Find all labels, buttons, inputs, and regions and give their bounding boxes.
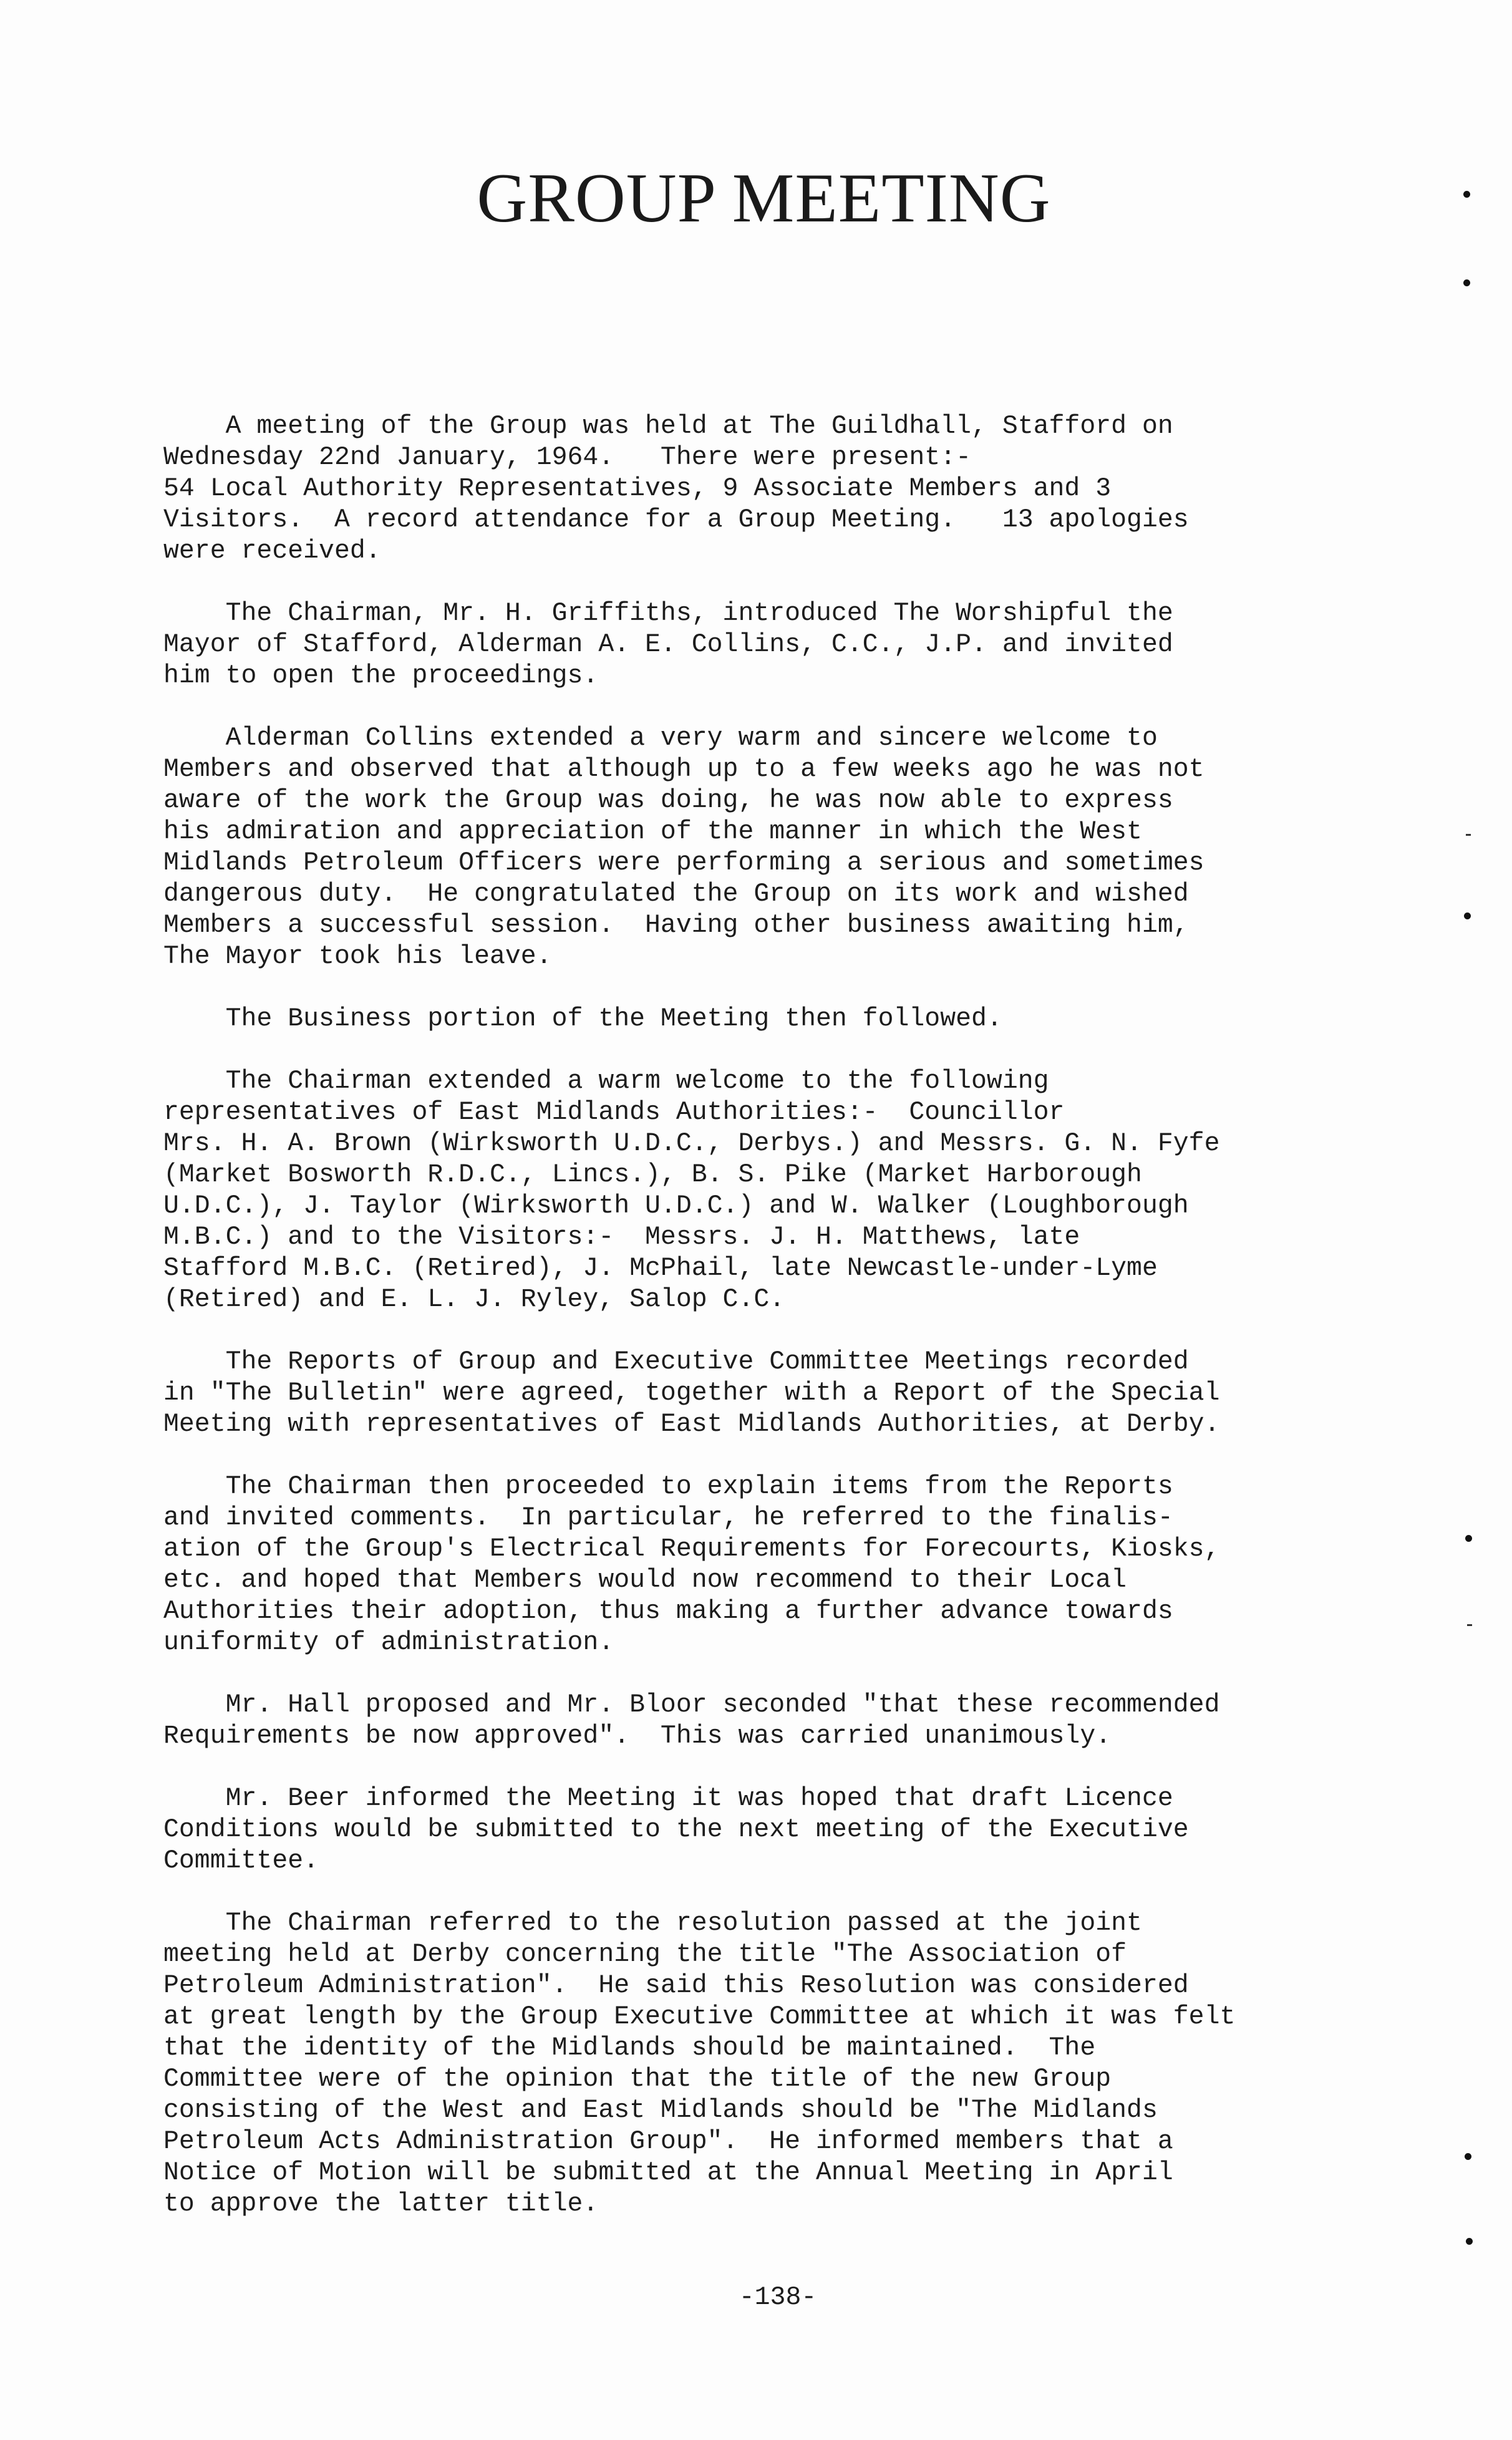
paragraph-line: The Chairman extended a warm welcome to the following — [163, 1067, 1049, 1096]
paragraph-line: Notice of Motion will be submitted at the Annual Meeting in April — [163, 2158, 1173, 2187]
paragraph-line: U.D.C.), J. Taylor (Wirksworth U.D.C.) and W. Walker (Loughborough — [163, 1191, 1189, 1221]
paragraph — [163, 1783, 1448, 1877]
paragraph-line: aware of the work the Group was doing, he was now able to express — [163, 786, 1173, 815]
paragraph-line: Authorities their adoption, thus making a further advance towards — [163, 1597, 1173, 1626]
page-number: -138- — [739, 2283, 817, 2312]
paragraph — [163, 598, 1448, 692]
paragraph-line: Committee. — [163, 1846, 319, 1876]
scan-edge-mark — [1463, 279, 1470, 286]
paragraph-line: The Chairman, Mr. H. Griffiths, introduced The Worshipful the — [163, 599, 1173, 628]
paragraph-line: dangerous duty. He congratulated the Group on its work and wished — [163, 879, 1189, 909]
scan-edge-mark — [1463, 191, 1470, 198]
paragraph-line: Stafford M.B.C. (Retired), J. McPhail, late Newcastle-under-Lyme — [163, 1254, 1158, 1283]
paragraph-line: his admiration and appreciation of the manner in which the West — [163, 817, 1142, 846]
paragraph-line: Members a successful session. Having other business awaiting him, — [163, 911, 1189, 940]
paragraph-line: Wednesday 22nd January, 1964. There were present:- — [163, 443, 972, 472]
paragraph-line: meeting held at Derby concerning the title "The Association of — [163, 1940, 1127, 1969]
paragraph-line: Mrs. H. A. Brown (Wirksworth U.D.C., Derbys.) and Messrs. G. N. Fyfe — [163, 1129, 1220, 1158]
document-body — [163, 411, 1448, 2251]
paragraph-line: Conditions would be submitted to the next meeting of the Executive — [163, 1815, 1189, 1844]
paragraph-line: uniformity of administration. — [163, 1628, 614, 1657]
paragraph-line: Meeting with representatives of East Midlands Authorities, at Derby. — [163, 1410, 1220, 1439]
paragraph — [163, 1471, 1448, 1658]
paragraph — [163, 723, 1448, 972]
paragraph-line: him to open the proceedings. — [163, 661, 599, 690]
paragraph-line: that the identity of the Midlands should be maintained. The — [163, 2033, 1096, 2063]
paragraph — [163, 1347, 1448, 1440]
paragraph-line: and invited comments. In particular, he referred to the finalis- — [163, 1503, 1173, 1532]
paragraph-line: Midlands Petroleum Officers were performing a serious and sometimes — [163, 848, 1204, 878]
paragraph-line: Petroleum Administration". He said this Resolution was considered — [163, 1971, 1189, 2000]
page-title: GROUP MEETING — [477, 160, 1051, 237]
paragraph — [163, 1908, 1448, 2220]
paragraph — [163, 1690, 1448, 1752]
paragraph-line: ation of the Group's Electrical Requirements for Forecourts, Kiosks, — [163, 1534, 1220, 1564]
paragraph-line: M.B.C.) and to the Visitors:- Messrs. J. H. Matthews, late — [163, 1222, 1080, 1252]
scan-edge-mark — [1465, 2153, 1471, 2160]
paragraph-line: at great length by the Group Executive Committee at which it was felt — [163, 2002, 1236, 2031]
scan-edge-mark — [1466, 834, 1471, 836]
paragraph-line: Mayor of Stafford, Alderman A. E. Collins, C.C., J.P. and invited — [163, 630, 1173, 659]
paragraph-line: The Reports of Group and Executive Committee Meetings recorded — [163, 1347, 1189, 1377]
paragraph-line: representatives of East Midlands Authorities:- Councillor — [163, 1098, 1065, 1127]
paragraph-line: The Chairman referred to the resolution passed at the joint — [163, 1909, 1142, 1938]
paragraph-line: Requirements be now approved". This was carried unanimously. — [163, 1721, 1112, 1751]
paragraph-line: (Market Bosworth R.D.C., Lincs.), B. S. Pike (Market Harborough — [163, 1160, 1142, 1189]
paragraph-line: etc. and hoped that Members would now recommend to their Local — [163, 1566, 1127, 1595]
paragraph-line: The Mayor took his leave. — [163, 942, 552, 971]
paragraph-line: Visitors. A record attendance for a Group Meeting. 13 apologies — [163, 505, 1189, 535]
paragraph-line: were received. — [163, 536, 381, 566]
paragraph-line: Committee were of the opinion that the title of the new Group — [163, 2065, 1112, 2094]
paragraph-line: Alderman Collins extended a very warm and sincere welcome to — [163, 724, 1158, 753]
paragraph-line: in "The Bulletin" were agreed, together with a Report of the Special — [163, 1378, 1220, 1408]
paragraph-line: The Business portion of the Meeting then followed. — [163, 1004, 1002, 1034]
paragraph-line: (Retired) and E. L. J. Ryley, Salop C.C. — [163, 1285, 785, 1314]
paragraph — [163, 1066, 1448, 1315]
paragraph-line: The Chairman then proceeded to explain items from the Reports — [163, 1472, 1173, 1501]
paragraph-line: 54 Local Authority Representatives, 9 Associate Members and 3 — [163, 474, 1112, 503]
paragraph-line: Mr. Beer informed the Meeting it was hoped that draft Licence — [163, 1784, 1173, 1813]
paragraph-line: to approve the latter title. — [163, 2189, 599, 2219]
scan-edge-mark — [1466, 2238, 1473, 2245]
scan-edge-mark — [1465, 1535, 1472, 1542]
paragraph-line: Petroleum Acts Administration Group". He informed members that a — [163, 2127, 1173, 2156]
paragraph-line: A meeting of the Group was held at The Guildhall, Stafford on — [163, 412, 1173, 441]
scan-edge-mark — [1464, 913, 1471, 919]
paragraph-line: Members and observed that although up to a few weeks ago he was not — [163, 755, 1204, 784]
paragraph — [163, 1004, 1448, 1035]
scan-edge-mark — [1467, 1624, 1472, 1626]
paragraph-line: Mr. Hall proposed and Mr. Bloor seconded "that these recommended — [163, 1690, 1220, 1720]
paragraph-line: consisting of the West and East Midlands should be "The Midlands — [163, 2096, 1158, 2125]
paragraph — [163, 411, 1448, 567]
